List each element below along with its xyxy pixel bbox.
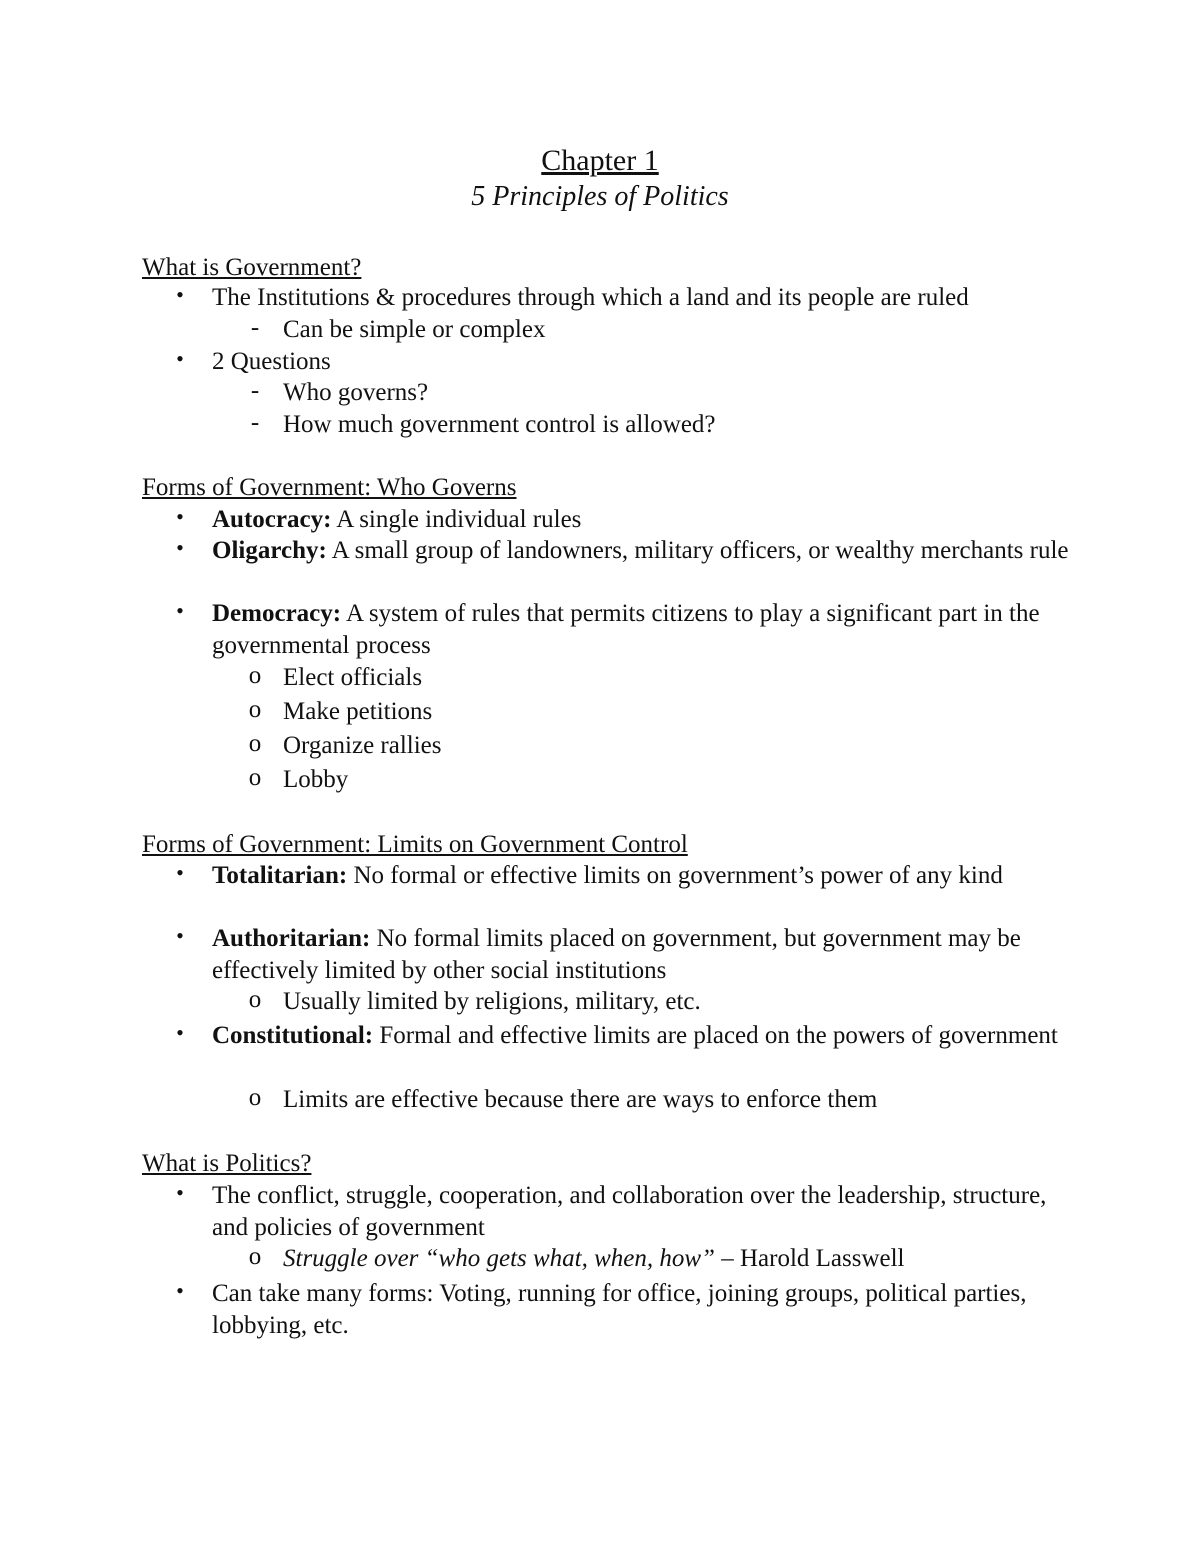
term-definition: A system of rules that permits citizens to play a significant part in the governmental process (212, 600, 1040, 659)
sub-list-item: Lobby (283, 766, 349, 793)
dash-marker: - (250, 409, 260, 436)
term-label: Totalitarian: (212, 862, 348, 889)
bullet-marker: • (176, 860, 184, 885)
list-item-democracy (212, 598, 1072, 661)
circle-marker: o (248, 1243, 262, 1270)
circle-marker: o (248, 986, 262, 1013)
sub-list-item: Usually limited by religions, military, etc. (283, 988, 701, 1015)
bullet-marker: • (176, 504, 184, 529)
term-label: Constitutional: (212, 1022, 374, 1049)
list-item: Can take many forms: Voting, running for office, joining groups, political parties, lobbying, etc. (212, 1280, 1027, 1339)
term-label: Autocracy: (212, 506, 332, 533)
page-title: Chapter 1 (541, 144, 659, 177)
list-item-constitutional (212, 1020, 1072, 1052)
list-item: 2 Questions (212, 348, 331, 375)
sub-list-item: Who governs? (283, 379, 429, 406)
term-label: Authoritarian: (212, 925, 371, 952)
circle-marker: o (248, 730, 262, 757)
list-item-oligarchy (212, 535, 1072, 567)
term-label: Democracy: (212, 600, 342, 627)
quote-attribution: – Harold Lasswell (714, 1245, 905, 1272)
dash-marker: - (250, 377, 260, 404)
bullet-marker: • (176, 923, 184, 948)
list-item: The Institutions & procedures through which a land and its people are ruled (212, 284, 969, 311)
sub-list-item: Elect officials (283, 664, 423, 691)
term-definition: A single individual rules (331, 506, 582, 533)
sub-list-item: How much government control is allowed? (283, 411, 716, 438)
quote-text: Struggle over “who gets what, when, how” (283, 1245, 715, 1272)
sub-list-item: Organize rallies (283, 732, 442, 759)
sub-list-item: Can be simple or complex (283, 316, 546, 343)
bullet-marker: • (176, 1180, 184, 1205)
list-item: The conflict, struggle, cooperation, and collaboration over the leadership, structure, and policies of government (212, 1182, 1047, 1241)
bullet-marker: • (176, 346, 184, 371)
list-item-totalitarian (212, 860, 1072, 892)
section-heading-who-governs: Forms of Government: Who Governs (142, 474, 517, 501)
circle-marker: o (248, 764, 262, 791)
circle-marker: o (248, 662, 262, 689)
list-item-authoritarian (212, 923, 1072, 986)
section-heading-what-is-politics: What is Politics? (142, 1150, 312, 1177)
term-definition: No formal or effective limits on government’s power of any kind (347, 862, 1003, 889)
term-definition: No formal limits placed on government, but government may be effectively limited by other social institutions (212, 925, 1021, 984)
sub-list-item: Limits are effective because there are ways to enforce them (283, 1086, 878, 1113)
dash-marker: - (250, 314, 260, 341)
bullet-marker: • (176, 282, 184, 307)
term-definition: A small group of landowners, military officers, or wealthy merchants rule (326, 537, 1069, 564)
section-heading-limits-on-control: Forms of Government: Limits on Government Control (142, 831, 688, 858)
bullet-marker: • (176, 598, 184, 623)
term-definition: Formal and effective limits are placed on the powers of government (373, 1022, 1058, 1049)
bullet-marker: • (176, 1278, 184, 1303)
term-label: Oligarchy: (212, 537, 327, 564)
section-heading-what-is-government: What is Government? (142, 254, 362, 281)
bullet-marker: • (176, 1020, 184, 1045)
page-subtitle: 5 Principles of Politics (471, 181, 729, 212)
bullet-marker: • (176, 535, 184, 560)
sub-list-item-quote (283, 1243, 1083, 1275)
circle-marker: o (248, 1084, 262, 1111)
circle-marker: o (248, 696, 262, 723)
list-item-autocracy (212, 504, 1072, 536)
sub-list-item: Make petitions (283, 698, 433, 725)
